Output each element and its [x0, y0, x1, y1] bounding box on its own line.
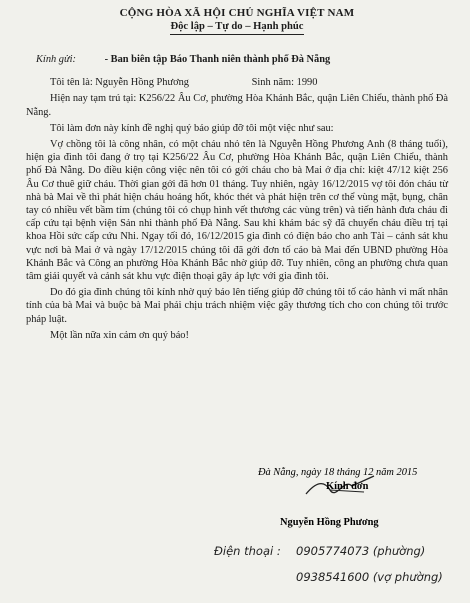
request-paragraph: Tôi làm đơn này kính đề nghị quý báo giúp đỡ tôi một việc như sau:: [50, 122, 334, 134]
document-header: [26, 6, 448, 35]
appeal-paragraph: Do đó gia đình chúng tôi kính nhờ quý báo lên tiếng giúp đỡ chúng tôi tố cáo hành vi mất nhân tính của bà Mai và buộc bà Mai phải chịu trách nhiệm việc gây thương tích cho con chúng tôi trước pháp luật.: [26, 287, 448, 325]
sender-line: [50, 76, 448, 89]
sender-name: Tôi tên là: Nguyễn Hồng Phương: [50, 77, 189, 89]
thanks-paragraph: Một lần nữa xin cảm ơn quý báo!: [50, 329, 189, 341]
story-paragraph: Vợ chồng tôi là công nhân, có một cháu nhỏ tên là Nguyễn Hồng Phương Anh (8 tháng tuổi), hiện gia đình tôi đang ở trọ tại K256/22 Âu Cơ, phường Hòa Khánh Bắc, quận Liên Chiểu, thành phố Đà Nẵng. Do điều kiện công việc nên tôi có gởi cháu cho bà Mai ở địa chỉ: kiệt 47/12 kiệt 256 Âu Cơ thuê giữ cháu. Thời gian gởi đã hơn 01 tháng. Tuy nhiên, ngày 16/12/2015 vợ tôi đón cháu từ nhà bà Mai về thì phát hiện cháu hoảng hốt, khóc thét và phát hiện trên cơ thể vùng mặt, bụng, chân tay có nhiều vết bầm tím (chúng tôi có chụp hình vết thương các vùng trên) và tiến hành đưa cháu đi cấp cứu tại bệnh viện Sản nhi thành phố Đà Nẵng. Sau khi khám bác sỹ đã chuyển cháu điều trị tại khoa Hồi sức cấp cứu Nhi. Ngay tối đó, 16/12/2015 gia đình có điện báo cho anh Tài – cảnh sát khu vực nơi bà Mai ở và ngày 17/12/2015 chúng tôi đã gởi đơn tố cáo bà Mai đến UBND phường Hòa Khánh Bắc và Công an phường Hòa Khánh Bắc nhờ giúp đỡ. Tuy nhiên, công an phường chưa quan tâm giải quyết và cảnh sát khu vực điện thoại gây áp lực với gia đình tôi.: [26, 139, 448, 283]
sender-birth-year: Sinh năm: 1990: [251, 77, 318, 89]
recipient-label: Kính gửi:: [36, 54, 77, 65]
recipient-line: [36, 53, 448, 66]
handwritten-phone-2: 0938541600 (vợ phường): [296, 570, 443, 584]
handwritten-phone-label: Điện thoại :: [214, 544, 281, 558]
handwritten-phone-1: 0905774073 (phường): [296, 544, 426, 558]
national-motto: Độc lập – Tự do – Hạnh phúc: [170, 20, 303, 35]
place-date-visible: Đà Nẵng, ngày 18 tháng 12 năm 2015: [258, 467, 418, 478]
recipient-value: - Ban biên tập Báo Thanh niên thành phố Đà Nẵng: [104, 54, 331, 65]
signer-name: Nguyễn Hồng Phương: [280, 517, 379, 528]
address-paragraph: Hiện nay tạm trú tại: K256/22 Âu Cơ, phường Hòa Khánh Bắc, quận Liên Chiểu, thành phố Đà Nẵng.: [26, 93, 448, 118]
respect-closing-visible: Kính đơn: [326, 481, 369, 492]
national-title: CỘNG HÒA XÃ HỘI CHỦ NGHĨA VIỆT NAM: [119, 7, 355, 19]
